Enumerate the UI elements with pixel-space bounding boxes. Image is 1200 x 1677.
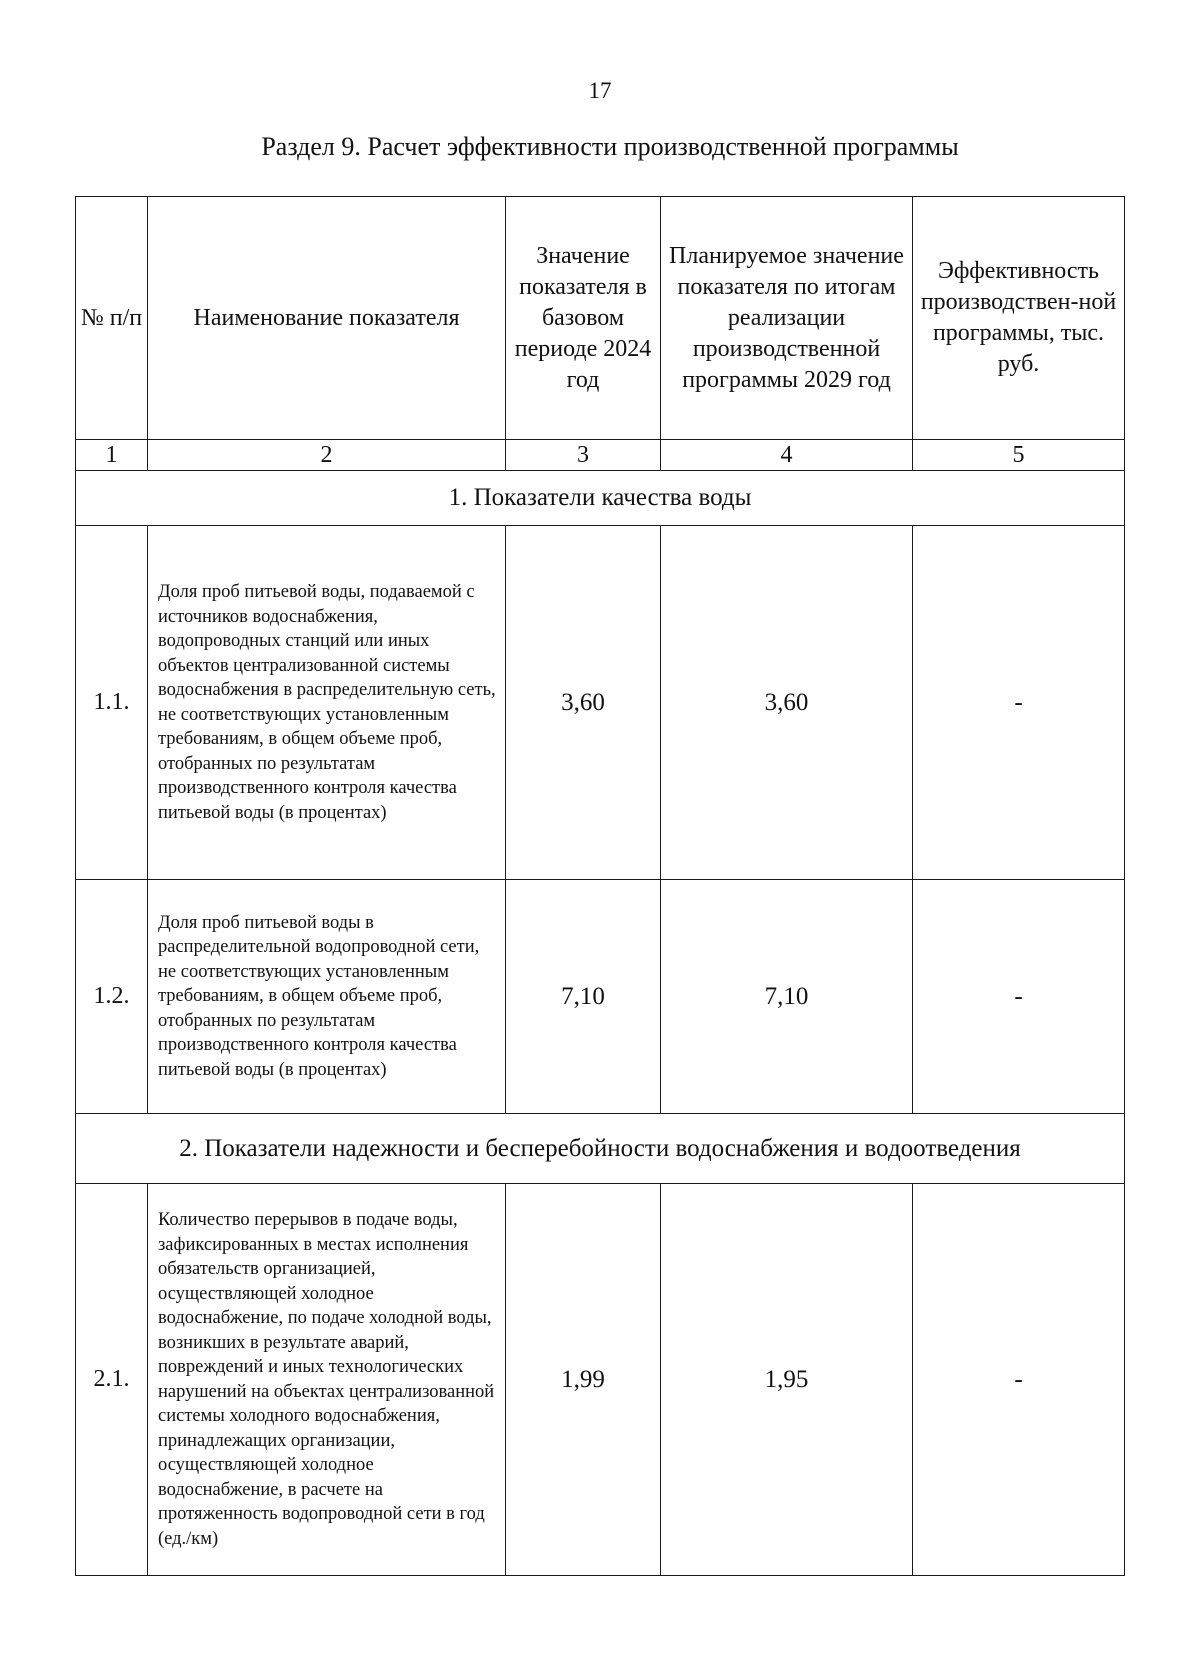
column-number: 3	[506, 440, 661, 471]
group-title: 1. Показатели качества воды	[76, 471, 1125, 526]
row-efficiency: -	[913, 1184, 1125, 1576]
row-indicator-name: Доля проб питьевой воды, подаваемой с источников водоснабжения, водопроводных станций или иных объектов централизованной системы водоснабжения в распределительную сеть, не соответствующих установленным требованиям, в общем объеме проб, отобранных по результатам производственного контроля качества питьевой воды (в процентах)	[148, 526, 506, 880]
row-index: 2.1.	[76, 1184, 148, 1576]
row-planned-value: 1,95	[661, 1184, 913, 1576]
row-planned-value: 3,60	[661, 526, 913, 880]
row-indicator-name: Доля проб питьевой воды в распределительной водопроводной сети, не соответствующих установленным требованиям, в общем объеме проб, отобранных по результатам производственного контроля качества питьевой воды (в процентах)	[148, 880, 506, 1114]
column-number: 2	[148, 440, 506, 471]
table-row	[76, 880, 1125, 1114]
header-cell-base-value: Значение показателя в базовом периоде 2024 год	[506, 197, 661, 440]
group-row-reliability	[76, 1114, 1125, 1184]
page-number: 17	[588, 78, 612, 103]
column-number: 1	[76, 440, 148, 471]
row-base-value: 1,99	[506, 1184, 661, 1576]
row-index: 1.1.	[76, 526, 148, 880]
group-title: 2. Показатели надежности и бесперебойности водоснабжения и водоотведения	[76, 1114, 1125, 1184]
column-number: 4	[661, 440, 913, 471]
table-row	[76, 1184, 1125, 1576]
header-cell-number: № п/п	[76, 197, 148, 440]
row-efficiency: -	[913, 526, 1125, 880]
row-efficiency: -	[913, 880, 1125, 1114]
section-title: Раздел 9. Расчет эффективности производственной программы	[261, 132, 959, 161]
row-planned-value: 7,10	[661, 880, 913, 1114]
column-number: 5	[913, 440, 1125, 471]
header-row	[76, 197, 1125, 440]
row-indicator-name: Количество перерывов в подаче воды, зафиксированных в местах исполнения обязательств организацией, осуществляющей холодное водоснабжение, по подаче холодной воды, возникших в результате аварий, повреждений и иных технологических нарушений на объектах централизованной системы холодного водоснабжения, принадлежащих организации, осуществляющей холодное водоснабжение, в расчете на протяженность водопроводной сети в год (ед./км)	[148, 1184, 506, 1576]
group-row-water-quality	[76, 471, 1125, 526]
header-cell-efficiency: Эффективность производствен-ной программы, тыс. руб.	[913, 197, 1125, 440]
header-cell-name: Наименование показателя	[148, 197, 506, 440]
efficiency-table	[75, 196, 1125, 1576]
header-cell-planned-value: Планируемое значение показателя по итогам реализации производственной программы 2029 год	[661, 197, 913, 440]
row-index: 1.2.	[76, 880, 148, 1114]
row-base-value: 3,60	[506, 526, 661, 880]
column-number-row	[76, 440, 1125, 471]
table-row	[76, 526, 1125, 880]
row-base-value: 7,10	[506, 880, 661, 1114]
